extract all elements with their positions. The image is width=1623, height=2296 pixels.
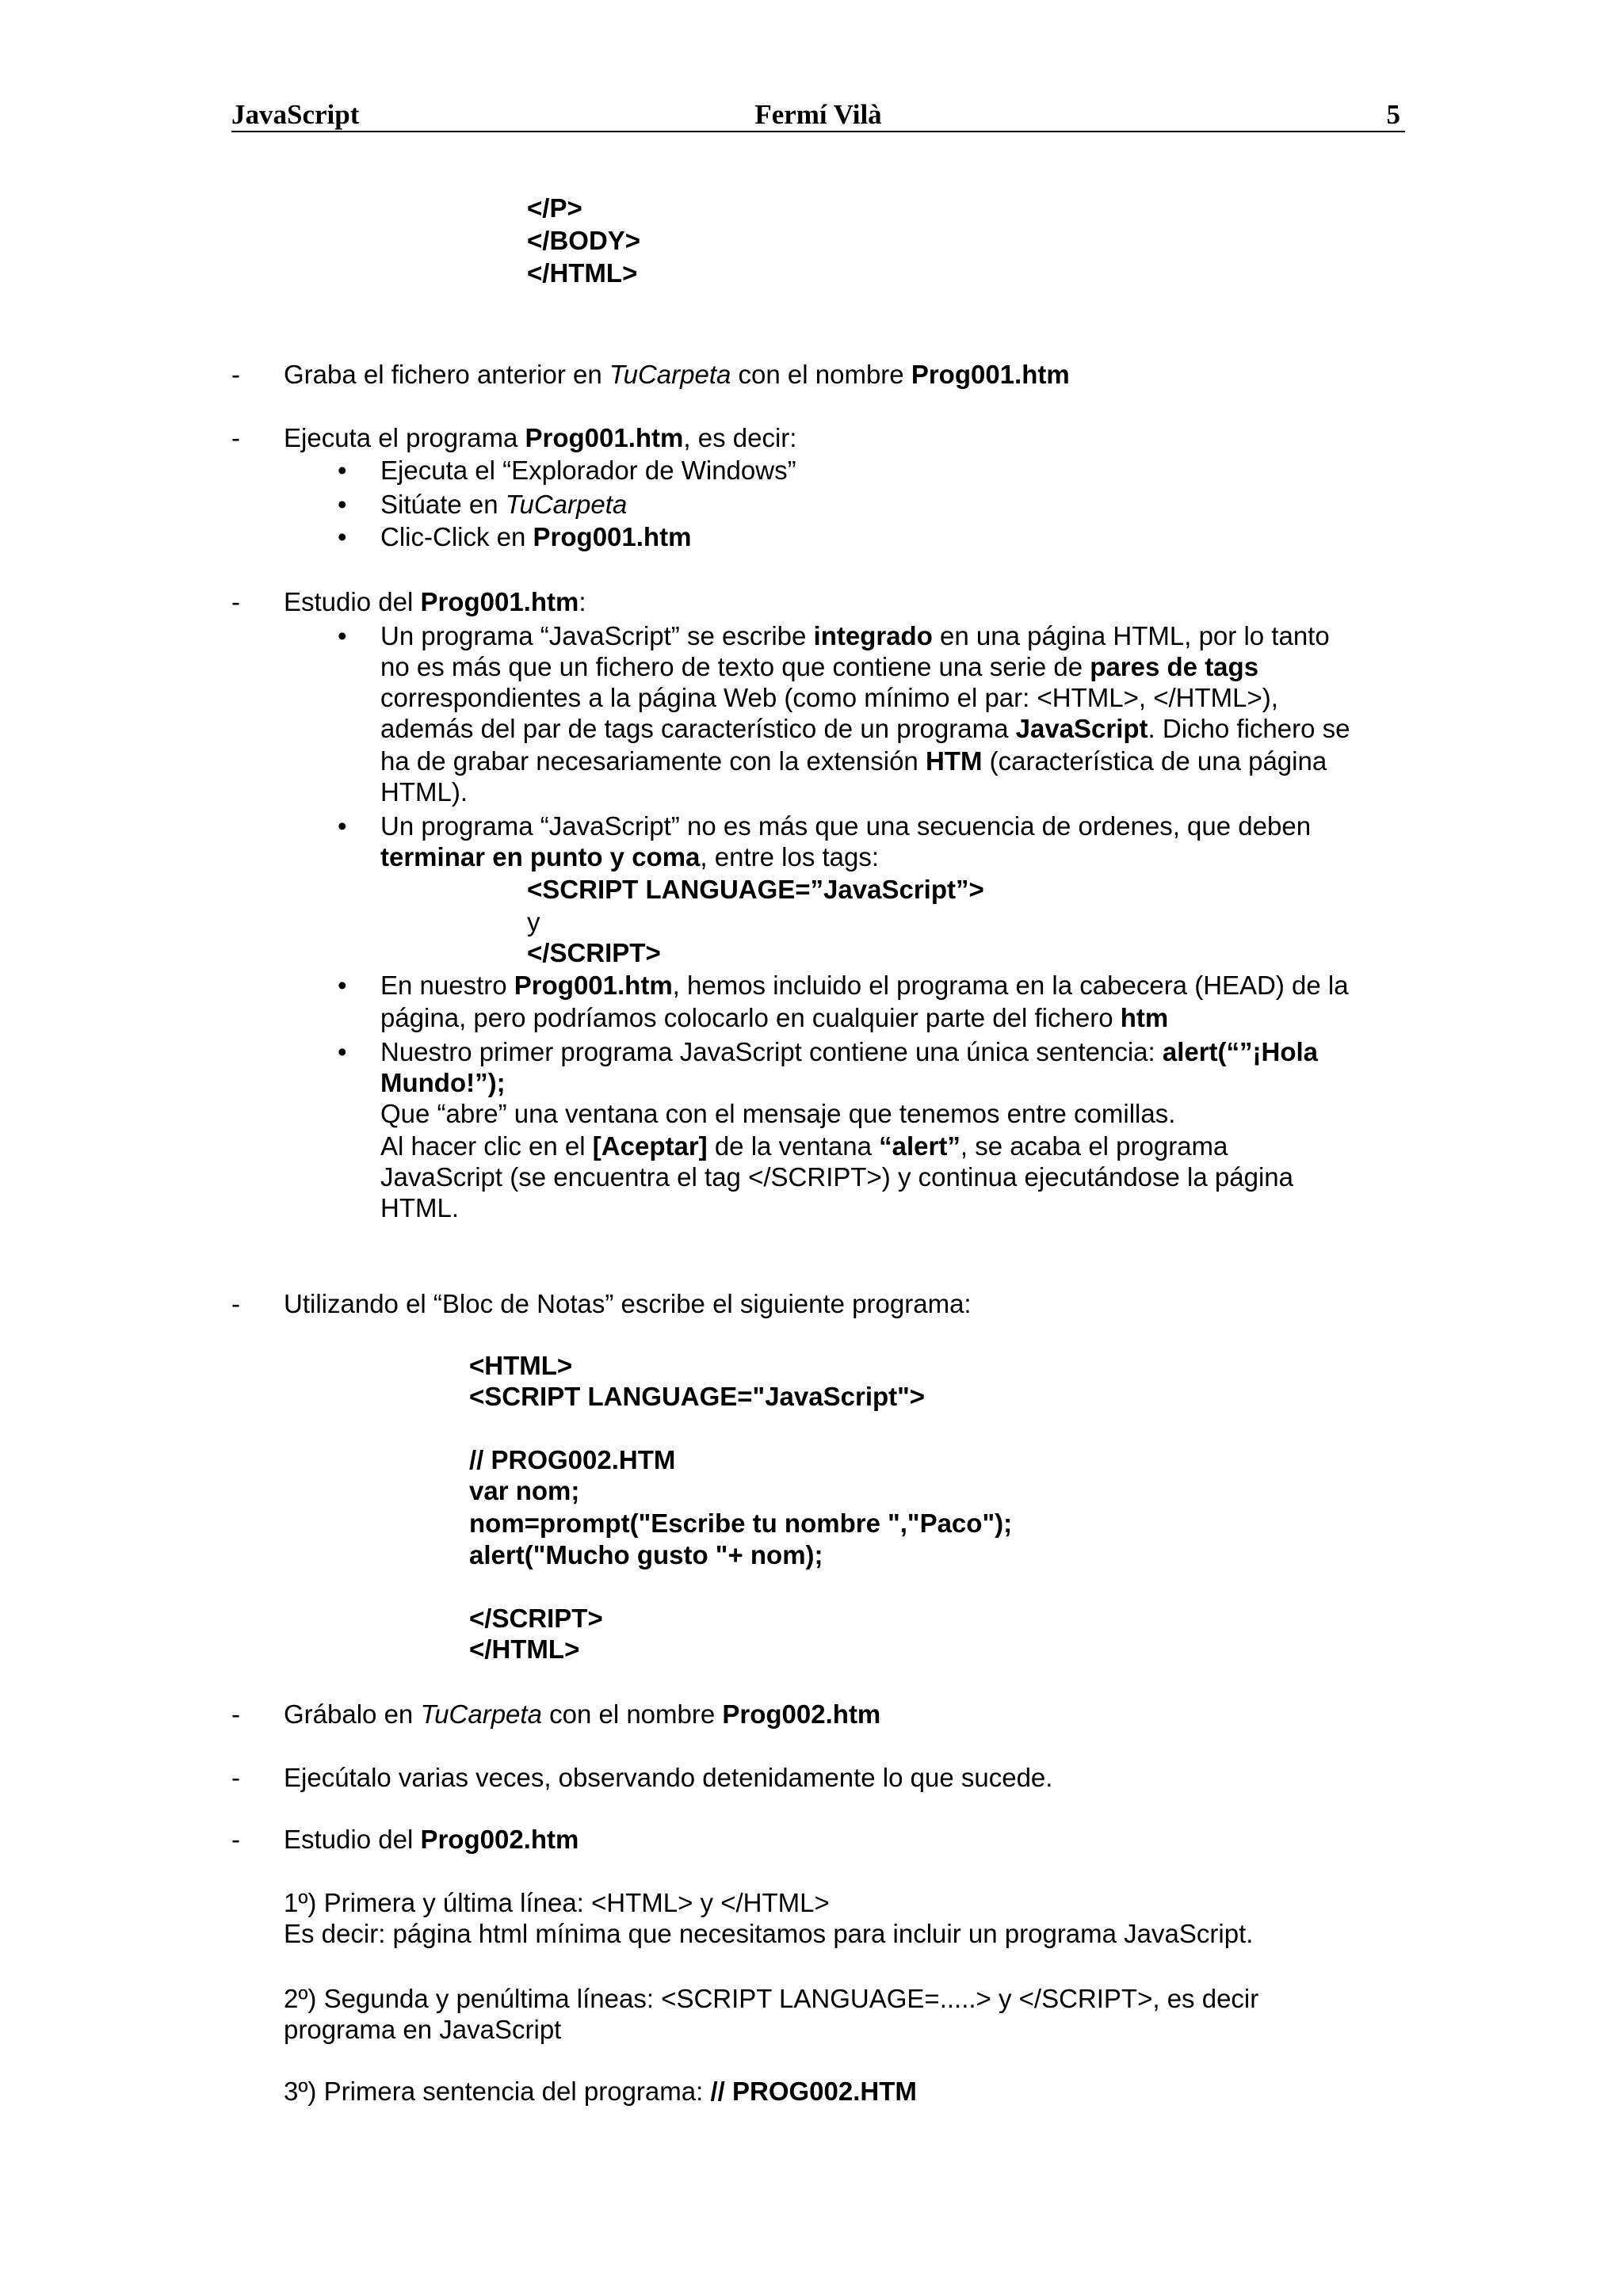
study-note: [284, 2076, 917, 2107]
bullet-continuation: [380, 651, 1258, 683]
bullet-text: , entre los tags:: [700, 842, 880, 871]
code-line: <SCRIPT LANGUAGE=”JavaScript”>: [527, 875, 984, 904]
step-text: Estudio del: [284, 1825, 421, 1854]
step-text: , es decir:: [683, 423, 797, 452]
step-save-prog001: [231, 359, 1070, 391]
header-title: JavaScript: [231, 99, 360, 130]
bullet-marker: •: [338, 522, 347, 551]
header-author: Fermí Vilà: [754, 99, 882, 130]
bullet-continuation: Que “abre” una ventana con el mensaje que tenemos entre comillas.: [380, 1099, 1176, 1128]
code-line: </BODY>: [527, 226, 641, 255]
dash-marker: -: [231, 587, 240, 616]
bullet-marker: •: [338, 456, 347, 485]
step-text: Grábalo en: [284, 1699, 421, 1729]
emphasis-text: htm: [1120, 1003, 1169, 1032]
bullet-continuation: [380, 841, 879, 873]
step-write-prog002: [231, 1288, 972, 1320]
code-line: var nom;: [469, 1476, 580, 1505]
bullet-text: Clic-Click en: [380, 522, 533, 551]
bullet-text: En nuestro: [380, 971, 514, 1000]
file-name: Prog001.htm: [525, 423, 684, 452]
code-line: </P>: [527, 193, 582, 223]
bullet-text: Un programa “JavaScript” se escribe: [380, 621, 814, 650]
code-line: </HTML>: [527, 258, 638, 288]
page-number: 5: [1386, 99, 1400, 130]
emphasis-text: “alert”: [879, 1131, 960, 1161]
dash-marker: -: [231, 423, 240, 452]
dash-marker: -: [231, 1289, 240, 1318]
bullet-text: además del par de tags característico de un programa: [380, 714, 1016, 743]
bullet-continuation: [380, 1131, 1228, 1162]
bullet-text: Al hacer clic en el: [380, 1131, 593, 1161]
file-name: Prog001.htm: [420, 587, 579, 616]
file-name: Prog001.htm: [911, 360, 1070, 389]
bullet-continuation: correspondientes a la página Web (como mínimo el par: <HTML>, </HTML>),: [380, 683, 1278, 712]
dash-marker: -: [231, 1763, 240, 1792]
bullet-marker: •: [338, 971, 347, 1000]
bullet-text: en una página HTML, por lo tanto: [932, 621, 1330, 650]
study-note: Es decir: página html mínima que necesitamos para incluir un programa JavaScript.: [284, 1919, 1254, 1948]
step-text: Utilizando el “Bloc de Notas” escribe el siguiente programa:: [284, 1289, 972, 1318]
bullet-item: [338, 620, 1330, 652]
code-line: </SCRIPT>: [527, 938, 661, 967]
step-study-prog001: [231, 586, 586, 618]
emphasis-text: pares de tags: [1090, 652, 1259, 681]
file-name: Prog002.htm: [420, 1825, 579, 1854]
code-line: </SCRIPT>: [469, 1604, 603, 1633]
step-text: Estudio del: [284, 587, 421, 616]
bullet-text: (característica de una página: [982, 746, 1327, 776]
folder-name: TuCarpeta: [505, 490, 628, 519]
code-line: nom=prompt("Escribe tu nombre ","Paco");: [469, 1508, 1013, 1538]
file-name: Prog001.htm: [514, 971, 673, 1000]
study-note: programa en JavaScript: [284, 2015, 562, 2044]
code-line: <SCRIPT LANGUAGE="JavaScript">: [469, 1382, 926, 1411]
step-text: Graba el fichero anterior en: [284, 360, 609, 389]
dash-marker: -: [231, 360, 240, 389]
step-study-prog002: [231, 1824, 579, 1855]
file-name: Prog002.htm: [722, 1699, 881, 1729]
emphasis-text: integrado: [813, 621, 933, 650]
bullet-continuation: [380, 1002, 1168, 1034]
bullet-text: , hemos incluido el programa en la cabecera (HEAD) de la: [672, 971, 1349, 1000]
bullet-continuation: HTML.: [380, 1193, 459, 1222]
bullet-text: Sitúate en: [380, 490, 506, 519]
bullet-item: [338, 489, 627, 521]
code-line: // PROG002.HTM: [469, 1445, 676, 1474]
bullet-continuation: JavaScript (se encuentra el tag </SCRIPT>) y continua ejecutándose la página: [380, 1162, 1294, 1192]
code-inline: alert(“”¡Hola: [1162, 1037, 1319, 1066]
bullet-text: Ejecuta el “Explorador de Windows”: [380, 456, 796, 485]
bullet-text: de la ventana: [707, 1131, 880, 1161]
page-header: [231, 99, 1405, 132]
code-line: alert("Mucho gusto "+ nom);: [469, 1540, 823, 1569]
step-text: con el nombre: [731, 360, 911, 389]
step-text: Ejecuta el programa: [284, 423, 525, 452]
bullet-text: página, pero podríamos colocarlo en cualquier parte del fichero: [380, 1003, 1121, 1032]
code-inline: Mundo!”);: [380, 1068, 506, 1097]
connector-text: y: [527, 907, 540, 936]
bullet-text: , se acaba el programa: [960, 1131, 1228, 1161]
bullet-marker: •: [338, 490, 347, 519]
bullet-text: Un programa “JavaScript” no es más que una secuencia de ordenes, que deben: [380, 811, 1312, 841]
code-inline: // PROG002.HTM: [710, 2077, 917, 2106]
code-line: </HTML>: [469, 1634, 580, 1664]
bullet-text: no es más que un fichero de texto que contiene una serie de: [380, 652, 1090, 681]
bullet-text: ha de grabar necesariamente con la extensión: [380, 746, 926, 776]
code-line: <HTML>: [469, 1351, 573, 1380]
emphasis-text: [Aceptar]: [592, 1131, 708, 1161]
emphasis-text: terminar en punto y coma: [380, 842, 701, 871]
folder-name: TuCarpeta: [420, 1699, 542, 1729]
step-text: Ejecútalo varias veces, observando detenidamente lo que sucede.: [284, 1763, 1053, 1792]
step-text: con el nombre: [541, 1699, 723, 1729]
bullet-item: [338, 970, 1349, 1001]
bullet-item: [338, 521, 691, 553]
study-note: 2º) Segunda y penúltima líneas: <SCRIPT LANGUAGE=.....> y </SCRIPT>, es decir: [284, 1984, 1259, 2013]
bullet-continuation: [380, 746, 1327, 777]
emphasis-text: JavaScript: [1015, 714, 1148, 743]
bullet-text: . Dicho fichero se: [1148, 714, 1350, 743]
bullet-item: [338, 810, 1311, 842]
folder-name: TuCarpeta: [609, 360, 731, 389]
study-note: 1º) Primera y última línea: <HTML> y </HTML>: [284, 1888, 830, 1917]
bullet-continuation: HTML).: [380, 777, 468, 807]
bullet-marker: •: [338, 621, 347, 650]
step-run-prog001: [231, 422, 796, 454]
note-text: 3º) Primera sentencia del programa:: [284, 2077, 711, 2106]
bullet-item: [338, 1036, 1318, 1068]
dash-marker: -: [231, 1699, 240, 1729]
dash-marker: -: [231, 1825, 240, 1854]
bullet-continuation: [380, 713, 1350, 745]
emphasis-text: HTM: [925, 746, 983, 776]
step-save-prog002: [231, 1699, 880, 1730]
step-run-prog002: [231, 1762, 1052, 1794]
file-name: Prog001.htm: [533, 522, 692, 551]
bullet-text: Nuestro primer programa JavaScript contiene una única sentencia:: [380, 1037, 1163, 1066]
bullet-marker: •: [338, 811, 347, 841]
bullet-marker: •: [338, 1037, 347, 1066]
step-text: :: [579, 587, 586, 616]
bullet-item: [338, 455, 796, 486]
